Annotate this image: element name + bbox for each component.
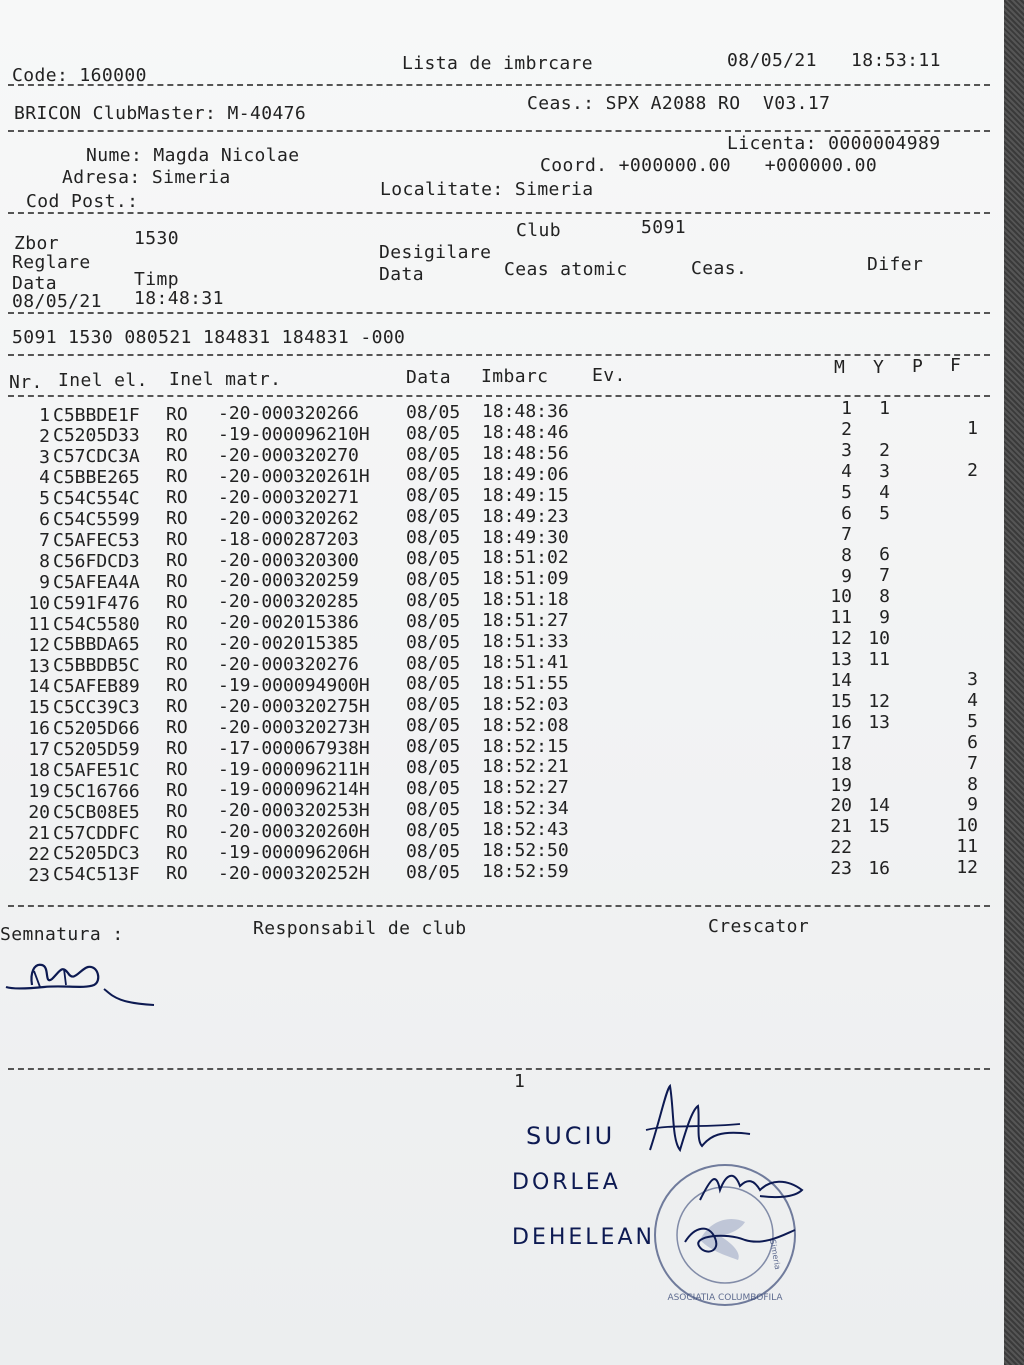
divider — [8, 84, 990, 86]
cell-el: C5AFEC53 — [53, 529, 140, 551]
cell-f: 4 — [967, 689, 978, 711]
svg-text:ASOCIATIA COLUMBOFILA: ASOCIATIA COLUMBOFILA — [667, 1293, 783, 1303]
cell-nr: 4 — [39, 467, 50, 489]
cell-matr: -20-002015386 — [218, 612, 359, 634]
cell-nr: 5 — [39, 488, 50, 510]
cell-y: 10 — [868, 627, 890, 649]
cell-m: 23 — [830, 858, 852, 880]
pen-signature-2 — [690, 1160, 820, 1220]
cell-data: 08/05 — [406, 610, 461, 632]
cell-y: 16 — [868, 857, 890, 879]
background-edge — [1004, 0, 1024, 1365]
clock-label: Ceas. — [691, 258, 748, 279]
cell-cc: RO — [166, 570, 188, 592]
cell-cc: RO — [166, 696, 188, 718]
cell-matr: -19-000096214H — [218, 779, 370, 801]
divider — [8, 1068, 990, 1070]
cell-nr: 9 — [39, 571, 50, 593]
time-label: Timp — [134, 269, 179, 290]
cell-m: 18 — [830, 753, 852, 775]
cell-matr: -20-000320253H — [218, 800, 370, 822]
atomic-clock-label: Ceas atomic — [504, 259, 628, 280]
cell-matr: -20-000320276 — [218, 654, 359, 676]
cell-m: 12 — [830, 628, 852, 650]
table-row — [0, 857, 1000, 886]
cell-matr: -20-000320262 — [218, 507, 359, 529]
cell-data: 08/05 — [406, 443, 461, 465]
cell-nr: 3 — [39, 446, 50, 468]
document-title: Lista de imbrcare — [402, 53, 594, 74]
cell-el: C56FDCD3 — [53, 550, 140, 572]
divider — [8, 312, 990, 314]
cell-nr: 23 — [28, 864, 50, 886]
cell-data: 08/05 — [406, 506, 461, 528]
cell-data: 08/05 — [406, 715, 461, 737]
summary-line: 5091 1530 080521 184831 184831 -000 — [12, 327, 406, 348]
cell-data: 08/05 — [406, 777, 461, 799]
cell-cc: RO — [166, 508, 188, 530]
column-date: Data — [406, 367, 451, 388]
column-arrival: Imbarc — [481, 366, 549, 387]
cell-data: 08/05 — [406, 485, 461, 507]
cell-y: 4 — [879, 481, 890, 503]
cell-nr: 12 — [28, 634, 50, 656]
owner-address: Adresa: Simeria — [62, 167, 231, 188]
cell-cc: RO — [166, 424, 188, 446]
cell-f: 3 — [967, 669, 978, 691]
cell-cc: RO — [166, 738, 188, 760]
divider — [8, 354, 990, 356]
cell-time: 18:48:46 — [482, 422, 569, 444]
cell-y: 9 — [879, 607, 890, 629]
cell-nr: 16 — [28, 718, 50, 740]
cell-cc: RO — [166, 466, 188, 488]
cell-m: 2 — [841, 419, 852, 441]
cell-time: 18:51:33 — [482, 631, 569, 653]
cell-el: C54C5599 — [53, 509, 140, 531]
cell-cc: RO — [166, 549, 188, 571]
flight-number: 1530 — [134, 228, 179, 249]
owner-locality: Localitate: Simeria — [380, 179, 594, 200]
handwritten-name-3: DEHELEAN — [512, 1225, 655, 1250]
divider — [8, 905, 990, 907]
cell-data: 08/05 — [406, 819, 461, 841]
cell-y: 6 — [879, 544, 890, 566]
cell-time: 18:51:55 — [482, 672, 569, 694]
cell-f: 6 — [967, 731, 978, 753]
cell-nr: 22 — [28, 843, 50, 865]
pen-signature-1 — [640, 1080, 760, 1170]
cell-y: 3 — [879, 460, 890, 482]
cell-el: C591F476 — [53, 592, 140, 614]
cell-el: C54C5580 — [53, 613, 140, 635]
cell-el: C5CC39C3 — [53, 697, 140, 719]
cell-cc: RO — [166, 675, 188, 697]
cell-nr: 19 — [28, 780, 50, 802]
cell-nr: 10 — [28, 592, 50, 614]
cell-data: 08/05 — [406, 527, 461, 549]
cell-data: 08/05 — [406, 548, 461, 570]
cell-el: C54C513F — [53, 864, 140, 886]
cell-y: 1 — [879, 398, 890, 420]
cell-m: 7 — [841, 523, 852, 545]
cell-f: 11 — [956, 836, 978, 858]
page-number: 1 — [514, 1071, 526, 1092]
cell-y: 12 — [868, 690, 890, 712]
cell-matr: -17-000067938H — [218, 737, 370, 759]
cell-nr: 7 — [39, 530, 50, 552]
cell-nr: 17 — [28, 739, 50, 761]
cell-cc: RO — [166, 529, 188, 551]
column-event: Ev. — [592, 365, 626, 386]
cell-matr: -20-000320259 — [218, 570, 359, 592]
cell-m: 6 — [841, 502, 852, 524]
cell-nr: 11 — [28, 613, 50, 635]
cell-time: 18:51:18 — [482, 589, 569, 611]
cell-y: 15 — [868, 816, 890, 838]
cell-data: 08/05 — [406, 694, 461, 716]
cell-y: 5 — [879, 502, 890, 524]
cell-el: C5AFEA4A — [53, 571, 140, 593]
cell-time: 18:51:41 — [482, 651, 569, 673]
column-p: P — [912, 356, 924, 377]
cell-matr: -20-002015385 — [218, 633, 359, 655]
cell-f: 10 — [956, 815, 978, 837]
cell-matr: -20-000320275H — [218, 695, 370, 717]
cell-data: 08/05 — [406, 589, 461, 611]
cell-m: 20 — [830, 795, 852, 817]
cell-time: 18:52:43 — [482, 819, 569, 841]
club-responsible-label: Responsabil de club — [253, 918, 467, 939]
cell-cc: RO — [166, 863, 188, 885]
cell-matr: -20-000320270 — [218, 445, 359, 467]
cell-el: C5205DC3 — [53, 843, 140, 865]
owner-name: Nume: Magda Nicolae — [86, 145, 300, 166]
cell-time: 18:49:23 — [482, 505, 569, 527]
cell-matr: -19-000094900H — [218, 674, 370, 696]
cell-m: 16 — [830, 711, 852, 733]
cell-el: C5BBDA65 — [53, 634, 140, 656]
cell-matr: -19-000096206H — [218, 842, 370, 864]
cell-m: 21 — [830, 816, 852, 838]
cell-time: 18:52:08 — [482, 714, 569, 736]
cell-time: 18:52:21 — [482, 756, 569, 778]
handwritten-name-1: SUCIU — [526, 1122, 616, 1150]
cell-time: 18:49:15 — [482, 484, 569, 506]
cell-cc: RO — [166, 758, 188, 780]
cell-f: 9 — [967, 794, 978, 816]
print-date: 08/05/21 — [727, 50, 817, 71]
cell-el: C5205D66 — [53, 718, 140, 740]
flight-label: Zbor — [14, 233, 59, 254]
cell-time: 18:52:50 — [482, 840, 569, 862]
column-y: Y — [873, 357, 885, 378]
clubmaster-label: BRICON ClubMaster: M-40476 — [14, 103, 307, 124]
cell-nr: 8 — [39, 551, 50, 573]
cell-el: C5C16766 — [53, 780, 140, 802]
cell-data: 08/05 — [406, 861, 461, 883]
cell-data: 08/05 — [406, 401, 461, 423]
cell-el: C5BBDE1F — [53, 404, 140, 426]
setting-label: Reglare — [12, 252, 91, 273]
date-label-2: Data — [379, 264, 424, 285]
divider — [8, 395, 990, 397]
cell-f: 12 — [956, 857, 978, 879]
cell-m: 17 — [830, 732, 852, 754]
column-m: M — [834, 357, 846, 378]
cell-nr: 6 — [39, 509, 50, 531]
divider — [8, 212, 990, 214]
print-time: 18:53:11 — [851, 50, 941, 71]
cell-m: 19 — [830, 774, 852, 796]
cell-data: 08/05 — [406, 736, 461, 758]
cell-cc: RO — [166, 800, 188, 822]
cell-el: C5205D59 — [53, 738, 140, 760]
cell-matr: -20-000320261H — [218, 465, 370, 487]
cell-m: 22 — [830, 837, 852, 859]
cell-f: 2 — [967, 460, 978, 482]
cell-y: 8 — [879, 586, 890, 608]
code-label: Code: 160000 — [12, 65, 147, 86]
cell-data: 08/05 — [406, 673, 461, 695]
cell-m: 14 — [830, 670, 852, 692]
difference-label: Difer — [867, 254, 924, 275]
unsealing-label: Desigilare — [379, 242, 492, 263]
cell-data: 08/05 — [406, 652, 461, 674]
licence-label: Licenta: 0000004989 — [727, 133, 941, 154]
divider — [8, 130, 990, 132]
cell-f: 8 — [967, 773, 978, 795]
cell-el: C5CB08E5 — [53, 801, 140, 823]
cell-matr: -19-000096211H — [218, 758, 370, 780]
cell-nr: 13 — [28, 655, 50, 677]
cell-m: 3 — [841, 440, 852, 462]
cell-f: 7 — [967, 752, 978, 774]
column-f: F — [950, 355, 962, 376]
postal-code-label: Cod Post.: — [26, 191, 139, 212]
cell-m: 13 — [830, 649, 852, 671]
cell-y: 13 — [868, 711, 890, 733]
cell-time: 18:52:59 — [482, 860, 569, 882]
cell-data: 08/05 — [406, 798, 461, 820]
cell-nr: 15 — [28, 697, 50, 719]
cell-m: 11 — [830, 607, 852, 629]
cell-cc: RO — [166, 842, 188, 864]
cell-time: 18:49:30 — [482, 526, 569, 548]
cell-y: 7 — [879, 565, 890, 587]
cell-el: C5AFE51C — [53, 759, 140, 781]
cell-el: C57CDC3A — [53, 446, 140, 468]
cell-cc: RO — [166, 717, 188, 739]
cell-data: 08/05 — [406, 840, 461, 862]
cell-time: 18:51:02 — [482, 547, 569, 569]
cell-time: 18:52:34 — [482, 798, 569, 820]
cell-time: 18:51:09 — [482, 568, 569, 590]
cell-y: 2 — [879, 439, 890, 461]
cell-data: 08/05 — [406, 464, 461, 486]
cell-time: 18:52:03 — [482, 693, 569, 715]
signature-scribble — [4, 955, 164, 1015]
cell-matr: -20-000320273H — [218, 716, 370, 738]
handwritten-name-2: DORLEA — [512, 1170, 621, 1195]
cell-time: 18:52:15 — [482, 735, 569, 757]
cell-matr: -20-000320271 — [218, 486, 359, 508]
cell-matr: -20-000320266 — [218, 403, 359, 425]
cell-matr: -20-000320300 — [218, 549, 359, 571]
cell-cc: RO — [166, 403, 188, 425]
cell-cc: RO — [166, 612, 188, 634]
cell-time: 18:48:36 — [482, 401, 569, 423]
cell-time: 18:51:27 — [482, 610, 569, 632]
cell-time: 18:52:27 — [482, 777, 569, 799]
column-electronic-ring: Inel el. — [58, 370, 148, 391]
cell-nr: 14 — [28, 676, 50, 698]
cell-m: 15 — [830, 690, 852, 712]
cell-cc: RO — [166, 633, 188, 655]
cell-time: 18:48:56 — [482, 442, 569, 464]
cell-el: C54C554C — [53, 488, 140, 510]
cell-nr: 1 — [39, 404, 50, 426]
cell-m: 8 — [841, 544, 852, 566]
cell-el: C57CDDFC — [53, 822, 140, 844]
cell-data: 08/05 — [406, 422, 461, 444]
cell-el: C5BBE265 — [53, 467, 140, 489]
cell-m: 9 — [841, 565, 852, 587]
cell-cc: RO — [166, 654, 188, 676]
cell-cc: RO — [166, 779, 188, 801]
cell-nr: 20 — [28, 801, 50, 823]
cell-data: 08/05 — [406, 631, 461, 653]
cell-m: 1 — [841, 398, 852, 420]
cell-time: 18:49:06 — [482, 463, 569, 485]
time-value: 18:48:31 — [134, 288, 224, 309]
cell-el: C5AFEB89 — [53, 676, 140, 698]
cell-f: 5 — [967, 710, 978, 732]
cell-m: 5 — [841, 481, 852, 503]
club-number: 5091 — [641, 217, 686, 238]
coordinates: Coord. +000000.00 +000000.00 — [540, 155, 878, 176]
cell-el: C5BBDB5C — [53, 655, 140, 677]
cell-nr: 21 — [28, 822, 50, 844]
cell-matr: -18-000287203 — [218, 528, 359, 550]
cell-matr: -20-000320260H — [218, 821, 370, 843]
cell-f: 1 — [967, 418, 978, 440]
cell-cc: RO — [166, 821, 188, 843]
svg-text:Simeria: Simeria — [768, 1238, 783, 1271]
cell-y: 14 — [868, 795, 890, 817]
cell-m: 10 — [830, 586, 852, 608]
cell-el: C5205D33 — [53, 425, 140, 447]
cell-data: 08/05 — [406, 568, 461, 590]
column-ring-number: Inel matr. — [169, 369, 282, 390]
date-label: Data — [12, 273, 57, 294]
cell-cc: RO — [166, 487, 188, 509]
cell-y: 11 — [868, 648, 890, 670]
cell-matr: -20-000320285 — [218, 591, 359, 613]
club-label: Club — [516, 220, 561, 241]
clock-info: Ceas.: SPX A2088 RO V03.17 — [527, 93, 831, 114]
cell-cc: RO — [166, 445, 188, 467]
signature-label: Semnatura : — [0, 924, 124, 945]
date-value: 08/05/21 — [12, 291, 102, 312]
pen-signature-3 — [665, 1212, 805, 1272]
cell-m: 4 — [841, 461, 852, 483]
cell-matr: -20-000320252H — [218, 863, 370, 885]
cell-nr: 2 — [39, 425, 50, 447]
cell-nr: 18 — [28, 760, 50, 782]
cell-matr: -19-000096210H — [218, 424, 370, 446]
cell-cc: RO — [166, 591, 188, 613]
cell-data: 08/05 — [406, 757, 461, 779]
column-nr: Nr. — [9, 372, 43, 393]
breeder-label: Crescator — [708, 916, 810, 937]
